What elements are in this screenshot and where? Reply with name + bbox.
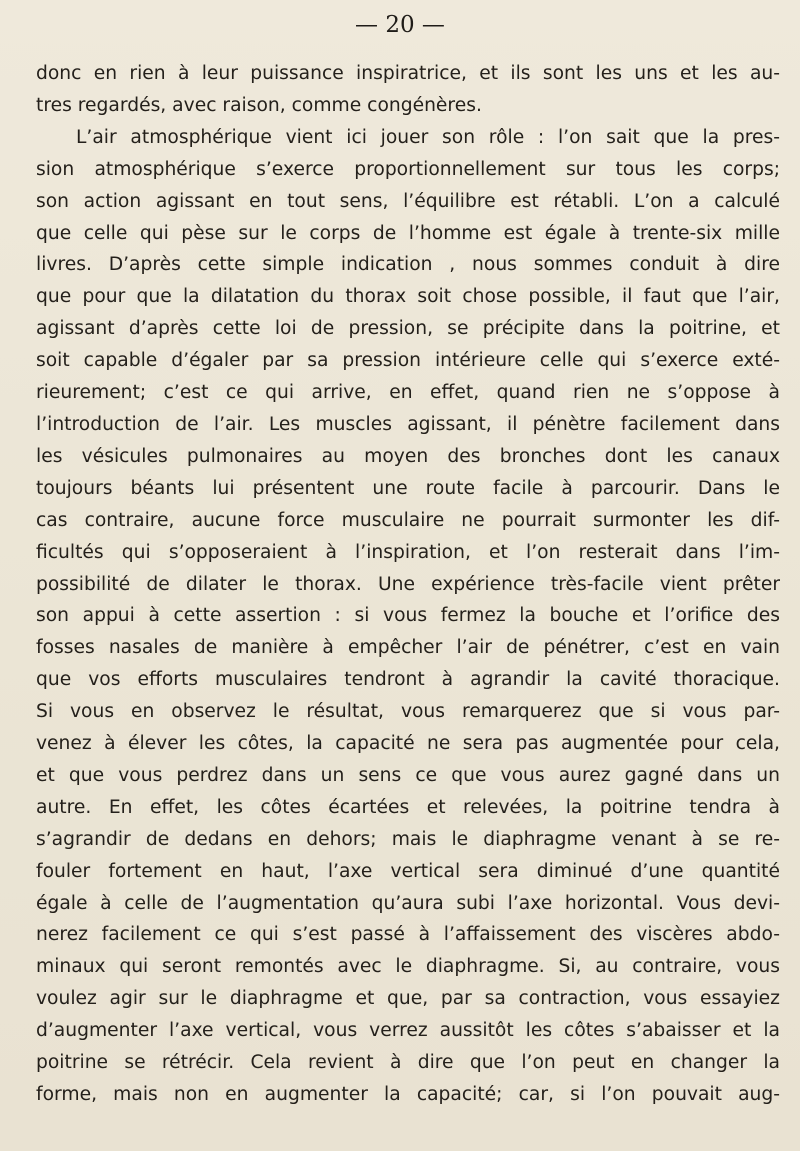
text-line: soit capable d’égaler par sa pression intérieure celle qui s’exerce exté- xyxy=(36,350,780,372)
text-line: fosses nasales de manière à empêcher l’air de pénétrer, c’est en vain xyxy=(36,637,780,659)
text-line: toujours béants lui présentent une route facile à parcourir. Dans le xyxy=(36,477,780,499)
text-line: poitrine se rétrécir. Cela revient à dire que l’on peut en changer la xyxy=(36,1052,780,1074)
text-line: autre. En effet, les côtes écartées et relevées, la poitrine tendra à xyxy=(36,796,780,818)
text-line: livres. D’après cette simple indication , nous sommes conduit à dire xyxy=(36,254,780,276)
text-line: agissant d’après cette loi de pression, se précipite dans la poitrine, et xyxy=(36,318,780,340)
text-line: minaux qui seront remontés avec le diaphragme. Si, au contraire, vous xyxy=(36,956,780,978)
text-line: et que vous perdrez dans un sens ce que vous aurez gagné dans un xyxy=(36,764,780,786)
text-line: venez à élever les côtes, la capacité ne sera pas augmentée pour cela, xyxy=(36,733,780,755)
text-line: que celle qui pèse sur le corps de l’homme est égale à trente-six mille xyxy=(36,222,780,244)
text-line: que pour que la dilatation du thorax soit chose possible, il faut que l’air, xyxy=(36,286,780,308)
text-line: possibilité de dilater le thorax. Une expérience très-facile vient prêter xyxy=(36,573,780,595)
text-line: sion atmosphérique s’exerce proportionnellement sur tous les corps; xyxy=(36,158,780,180)
text-line: voulez agir sur le diaphragme et que, par sa contraction, vous essayiez xyxy=(36,988,780,1010)
page-number: — 20 — xyxy=(355,12,445,38)
text-line: que vos efforts musculaires tendront à agrandir la cavité thoracique. xyxy=(36,669,780,691)
text-line: l’introduction de l’air. Les muscles agissant, il pénètre facilement dans xyxy=(36,413,780,435)
text-line: fouler fortement en haut, l’axe vertical sera diminué d’une quantité xyxy=(36,860,780,882)
text-line: les vésicules pulmonaires au moyen des bronches dont les canaux xyxy=(36,445,780,467)
text-line: nerez facilement ce qui s’est passé à l’affaissement des viscères abdo- xyxy=(36,924,780,946)
text-line: forme, mais non en augmenter la capacité; car, si l’on pouvait aug- xyxy=(36,1084,780,1105)
text-line: son appui à cette assertion : si vous fermez la bouche et l’orifice des xyxy=(36,605,780,627)
text-line: cas contraire, aucune force musculaire ne pourrait surmonter les dif- xyxy=(36,509,780,531)
text-line: s’agrandir de dedans en dehors; mais le diaphragme venant à se re- xyxy=(36,828,780,850)
text-line: donc en rien à leur puissance inspiratrice, et ils sont les uns et les au- xyxy=(36,63,780,84)
text-line: égale à celle de l’augmentation qu’aura subi l’axe horizontal. Vous devi- xyxy=(36,892,780,914)
text-line: Si vous en observez le résultat, vous remarquerez que si vous par- xyxy=(36,701,780,723)
text-line: rieurement; c’est ce qui arrive, en effet, quand rien ne s’oppose à xyxy=(36,382,780,404)
body-text xyxy=(36,58,780,1111)
text-line: d’augmenter l’axe vertical, vous verrez aussitôt les côtes s’abaisser et la xyxy=(36,1020,780,1042)
text-line: son action agissant en tout sens, l’équilibre est rétabli. L’on a calculé xyxy=(36,190,780,212)
text-line: tres regardés, avec raison, comme congénères. xyxy=(36,94,482,116)
text-line: L’air atmosphérique vient ici jouer son rôle : l’on sait que la pres- xyxy=(76,126,780,148)
text-line: ficultés qui s’opposeraient à l’inspiration, et l’on resterait dans l’im- xyxy=(36,541,780,563)
